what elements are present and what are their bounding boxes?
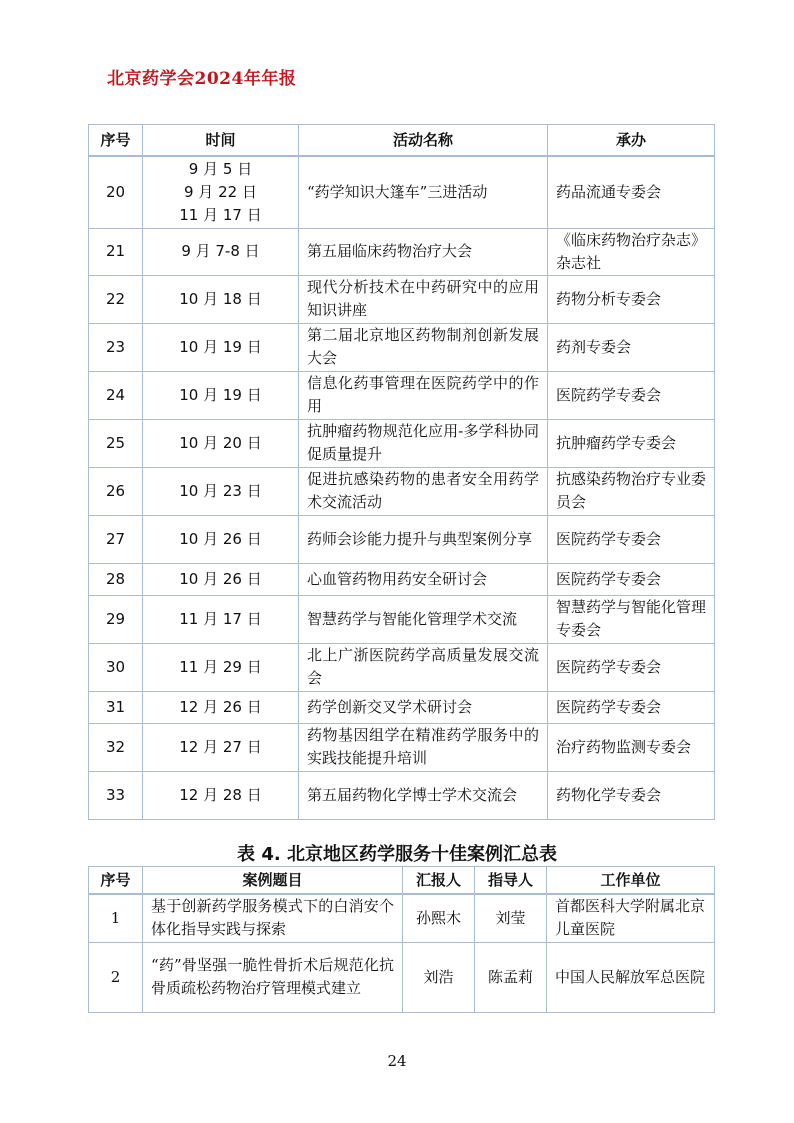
row-number: 27 xyxy=(89,515,143,563)
row-reporter: 孙熙木 xyxy=(403,894,475,942)
row-organizer: 《临床药物治疗杂志》杂志社 xyxy=(548,228,715,275)
row-organizer: 医院药学专委会 xyxy=(548,515,715,563)
row-time xyxy=(143,771,299,819)
activities-table-body xyxy=(89,156,715,819)
running-header: 北京药学会2024年年报 xyxy=(107,69,297,89)
row-organizer: 智慧药学与智能化管理专委会 xyxy=(548,595,715,643)
table-header-row xyxy=(89,867,715,895)
row-mentor: 刘莹 xyxy=(475,894,547,942)
row-organizer: 药剂专委会 xyxy=(548,323,715,371)
row-number: 2 xyxy=(89,942,143,1012)
row-mentor: 陈孟莉 xyxy=(475,942,547,1012)
row-number: 31 xyxy=(89,691,143,723)
row-organizer: 医院药学专委会 xyxy=(548,371,715,419)
column-header-activity: 活动名称 xyxy=(299,125,548,157)
table-row xyxy=(89,563,715,595)
table-row xyxy=(89,323,715,371)
row-time xyxy=(143,723,299,771)
row-activity-name: 药学创新交叉学术研讨会 xyxy=(299,691,548,723)
row-organizer: 抗肿瘤药学专委会 xyxy=(548,419,715,467)
row-time xyxy=(143,595,299,643)
row-time xyxy=(143,371,299,419)
time-line: 10 月 26 日 xyxy=(179,569,262,588)
row-number: 29 xyxy=(89,595,143,643)
table-row xyxy=(89,595,715,643)
table-row xyxy=(89,723,715,771)
row-activity-name: 信息化药事管理在医院药学中的作用 xyxy=(299,371,548,419)
row-organizer: 药物分析专委会 xyxy=(548,275,715,323)
page-number: 24 xyxy=(387,1052,407,1070)
row-work-unit: 中国人民解放军总医院 xyxy=(547,942,715,1012)
row-case-topic: “药”骨坚强一脆性骨折术后规范化抗骨质疏松药物治疗管理模式建立 xyxy=(143,942,403,1012)
row-organizer: 药品流通专委会 xyxy=(548,156,715,228)
row-work-unit: 首都医科大学附属北京儿童医院 xyxy=(547,894,715,942)
row-activity-name: 智慧药学与智能化管理学术交流 xyxy=(299,595,548,643)
row-activity-name: 药物基因组学在精准药学服务中的实践技能提升培训 xyxy=(299,723,548,771)
time-line: 10 月 19 日 xyxy=(179,337,262,356)
row-time xyxy=(143,563,299,595)
row-time xyxy=(143,515,299,563)
column-header-no: 序号 xyxy=(89,867,143,895)
row-organizer: 药物化学专委会 xyxy=(548,771,715,819)
row-activity-name: 药师会诊能力提升与典型案例分享 xyxy=(299,515,548,563)
column-header-unit: 工作单位 xyxy=(547,867,715,895)
time-line: 10 月 19 日 xyxy=(179,385,262,404)
row-reporter: 刘浩 xyxy=(403,942,475,1012)
row-time xyxy=(143,228,299,275)
row-time xyxy=(143,643,299,691)
row-number: 33 xyxy=(89,771,143,819)
row-time xyxy=(143,419,299,467)
row-activity-name: 第五届药物化学博士学术交流会 xyxy=(299,771,548,819)
row-activity-name: 第五届临床药物治疗大会 xyxy=(299,228,548,275)
table-row xyxy=(89,942,715,1012)
time-line: 10 月 20 日 xyxy=(179,433,262,452)
cases-table-body xyxy=(89,894,715,1012)
row-organizer: 抗感染药物治疗专业委员会 xyxy=(548,467,715,515)
table-row xyxy=(89,156,715,228)
table-caption: 表 4. 北京地区药学服务十佳案例汇总表 xyxy=(237,844,557,865)
row-activity-name: 现代分析技术在中药研究中的应用知识讲座 xyxy=(299,275,548,323)
row-time xyxy=(143,156,299,228)
time-line: 9 月 22 日 xyxy=(184,182,257,201)
row-number: 20 xyxy=(89,156,143,228)
row-organizer: 医院药学专委会 xyxy=(548,691,715,723)
time-line: 11 月 17 日 xyxy=(179,609,262,628)
table-row xyxy=(89,643,715,691)
row-number: 30 xyxy=(89,643,143,691)
time-line: 9 月 5 日 xyxy=(188,159,253,178)
time-line: 11 月 29 日 xyxy=(179,657,262,676)
row-number: 26 xyxy=(89,467,143,515)
time-line: 9 月 7-8 日 xyxy=(181,242,260,260)
row-number: 1 xyxy=(89,894,143,942)
table-row xyxy=(89,419,715,467)
row-number: 24 xyxy=(89,371,143,419)
table-row xyxy=(89,467,715,515)
row-number: 28 xyxy=(89,563,143,595)
column-header-reporter: 汇报人 xyxy=(403,867,475,895)
column-header-no: 序号 xyxy=(89,125,143,157)
table-header-row xyxy=(89,125,715,157)
column-header-organizer: 承办 xyxy=(548,125,715,157)
row-number: 21 xyxy=(89,228,143,275)
time-line: 12 月 28 日 xyxy=(179,785,262,804)
table-row xyxy=(89,515,715,563)
column-header-mentor: 指导人 xyxy=(475,867,547,895)
row-activity-name: 促进抗感染药物的患者安全用药学术交流活动 xyxy=(299,467,548,515)
table-row xyxy=(89,371,715,419)
row-number: 25 xyxy=(89,419,143,467)
time-line: 10 月 26 日 xyxy=(179,529,262,548)
time-line: 12 月 27 日 xyxy=(179,737,262,756)
row-activity-name: 北上广浙医院药学高质量发展交流会 xyxy=(299,643,548,691)
row-activity-name: 抗肿瘤药物规范化应用-多学科协同促质量提升 xyxy=(299,419,548,467)
row-number: 32 xyxy=(89,723,143,771)
row-organizer: 治疗药物监测专委会 xyxy=(548,723,715,771)
row-organizer: 医院药学专委会 xyxy=(548,643,715,691)
table-row xyxy=(89,275,715,323)
time-line: 12 月 26 日 xyxy=(179,697,262,716)
row-activity-name: 心血管药物用药安全研讨会 xyxy=(299,563,548,595)
table-row xyxy=(89,894,715,942)
row-time xyxy=(143,323,299,371)
table-row xyxy=(89,771,715,819)
row-time xyxy=(143,691,299,723)
activities-table xyxy=(88,124,715,820)
column-header-time: 时间 xyxy=(143,125,299,157)
row-time xyxy=(143,467,299,515)
table-row xyxy=(89,691,715,723)
cases-table xyxy=(88,866,715,1013)
row-organizer: 医院药学专委会 xyxy=(548,563,715,595)
time-line: 10 月 18 日 xyxy=(179,289,262,308)
row-activity-name: 第二届北京地区药物制剂创新发展大会 xyxy=(299,323,548,371)
column-header-topic: 案例题目 xyxy=(143,867,403,895)
row-number: 22 xyxy=(89,275,143,323)
row-time xyxy=(143,275,299,323)
row-activity-name: “药学知识大篷车”三进活动 xyxy=(299,156,548,228)
table-row xyxy=(89,228,715,275)
time-line: 10 月 23 日 xyxy=(179,481,262,500)
row-number: 23 xyxy=(89,323,143,371)
row-case-topic: 基于创新药学服务模式下的白消安个体化指导实践与探索 xyxy=(143,894,403,942)
time-line: 11 月 17 日 xyxy=(179,205,262,224)
